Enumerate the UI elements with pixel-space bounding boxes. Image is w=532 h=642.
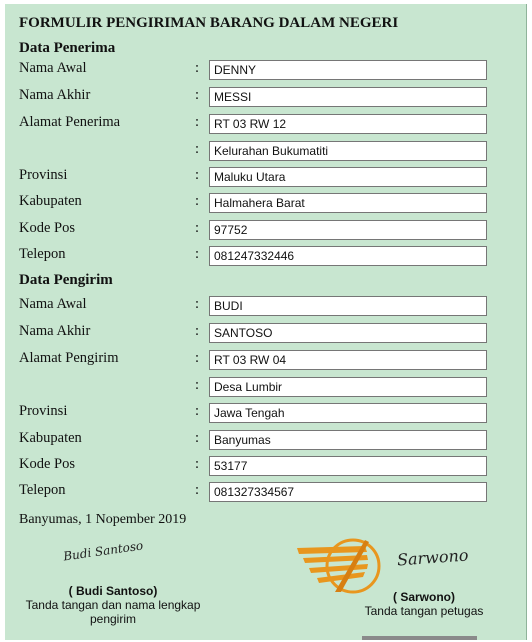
field-label: Kode Pos: [19, 456, 75, 472]
form-panel: [5, 4, 527, 640]
separator: :: [195, 246, 200, 262]
pengirim-telepon-input[interactable]: 081327334567: [209, 482, 487, 502]
pengirim-row-nama-awal: [5, 296, 526, 318]
pengirim-kode-pos-input[interactable]: 53177: [209, 456, 487, 476]
separator: :: [195, 482, 200, 498]
officer-signature: Sarwono: [396, 545, 469, 570]
bottom-scroll-bar[interactable]: [362, 636, 477, 640]
field-label: Provinsi: [19, 167, 68, 183]
penerima-row-nama-awal: [5, 60, 526, 82]
pengirim-kabupaten-input[interactable]: Banyumas: [209, 430, 487, 450]
penerima-row-provinsi: [5, 167, 526, 189]
separator: :: [195, 430, 200, 446]
form-title: FORMULIR PENGIRIMAN BARANG DALAM NEGERI: [19, 15, 399, 31]
separator: :: [195, 220, 200, 236]
sender-name: ( Budi Santoso): [68, 584, 158, 598]
penerima-row-kode-pos: [5, 220, 526, 242]
penerima-row-nama-akhir: [5, 87, 526, 109]
field-label: Telepon: [19, 246, 66, 262]
penerima-row-alamat-2: [5, 141, 526, 163]
pengirim-alamat-line1-input[interactable]: RT 03 RW 04: [209, 350, 487, 370]
penerima-nama-awal-input[interactable]: DENNY: [209, 60, 487, 80]
separator: :: [195, 323, 200, 339]
pengirim-nama-akhir-input[interactable]: SANTOSO: [209, 323, 487, 343]
pengirim-row-alamat-1: [5, 350, 526, 372]
penerima-nama-akhir-input[interactable]: MESSI: [209, 87, 487, 107]
penerima-provinsi-input[interactable]: Maluku Utara: [209, 167, 487, 187]
penerima-kode-pos-input[interactable]: 97752: [209, 220, 487, 240]
officer-name: ( Sarwono): [393, 590, 455, 604]
penerima-alamat-line1-input[interactable]: RT 03 RW 12: [209, 114, 487, 134]
separator: :: [195, 350, 200, 366]
separator: :: [195, 60, 200, 76]
pengirim-row-telepon: [5, 482, 526, 504]
pengirim-alamat-line2-input[interactable]: Desa Lumbir: [209, 377, 487, 397]
penerima-row-kabupaten: [5, 193, 526, 215]
pengirim-row-provinsi: [5, 403, 526, 425]
pengirim-provinsi-input[interactable]: Jawa Tengah: [209, 403, 487, 423]
field-label: Nama Akhir: [19, 323, 91, 339]
pengirim-row-nama-akhir: [5, 323, 526, 345]
field-label: Telepon: [19, 482, 66, 498]
field-label: Kode Pos: [19, 220, 75, 236]
penerima-row-alamat-1: [5, 114, 526, 136]
field-label: Nama Awal: [19, 296, 87, 312]
pengirim-row-alamat-2: [5, 377, 526, 399]
separator: :: [195, 193, 200, 209]
pengirim-nama-awal-input[interactable]: BUDI: [209, 296, 487, 316]
field-label: Nama Awal: [19, 60, 87, 76]
section-title-penerima: Data Penerima: [19, 40, 116, 56]
field-label: Alamat Penerima: [19, 114, 121, 130]
officer-caption: Tanda tangan petugas: [364, 604, 484, 618]
pengirim-row-kabupaten: [5, 430, 526, 452]
officer-signature-block: [359, 590, 489, 618]
pengirim-row-kode-pos: [5, 456, 526, 478]
date-location: Banyumas, 1 Nopember 2019: [19, 512, 187, 527]
field-label: Nama Akhir: [19, 87, 91, 103]
field-label: Kabupaten: [19, 430, 82, 446]
penerima-alamat-line2-input[interactable]: Kelurahan Bukumatiti: [209, 141, 487, 161]
separator: :: [195, 296, 200, 312]
field-label: Kabupaten: [19, 193, 82, 209]
separator: :: [195, 141, 200, 157]
field-label: Alamat Pengirim: [19, 350, 119, 366]
penerima-kabupaten-input[interactable]: Halmahera Barat: [209, 193, 487, 213]
separator: :: [195, 403, 200, 419]
sender-signature-block: [23, 584, 203, 626]
sender-caption: Tanda tangan dan nama lengkap pengirim: [25, 598, 201, 626]
separator: :: [195, 456, 200, 472]
separator: :: [195, 114, 200, 130]
penerima-telepon-input[interactable]: 081247332446: [209, 246, 487, 266]
section-title-pengirim: Data Pengirim: [19, 272, 113, 288]
separator: :: [195, 87, 200, 103]
separator: :: [195, 377, 200, 393]
penerima-row-telepon: [5, 246, 526, 268]
separator: :: [195, 167, 200, 183]
field-label: Provinsi: [19, 403, 68, 419]
sender-signature: Budi Santoso: [62, 538, 145, 564]
